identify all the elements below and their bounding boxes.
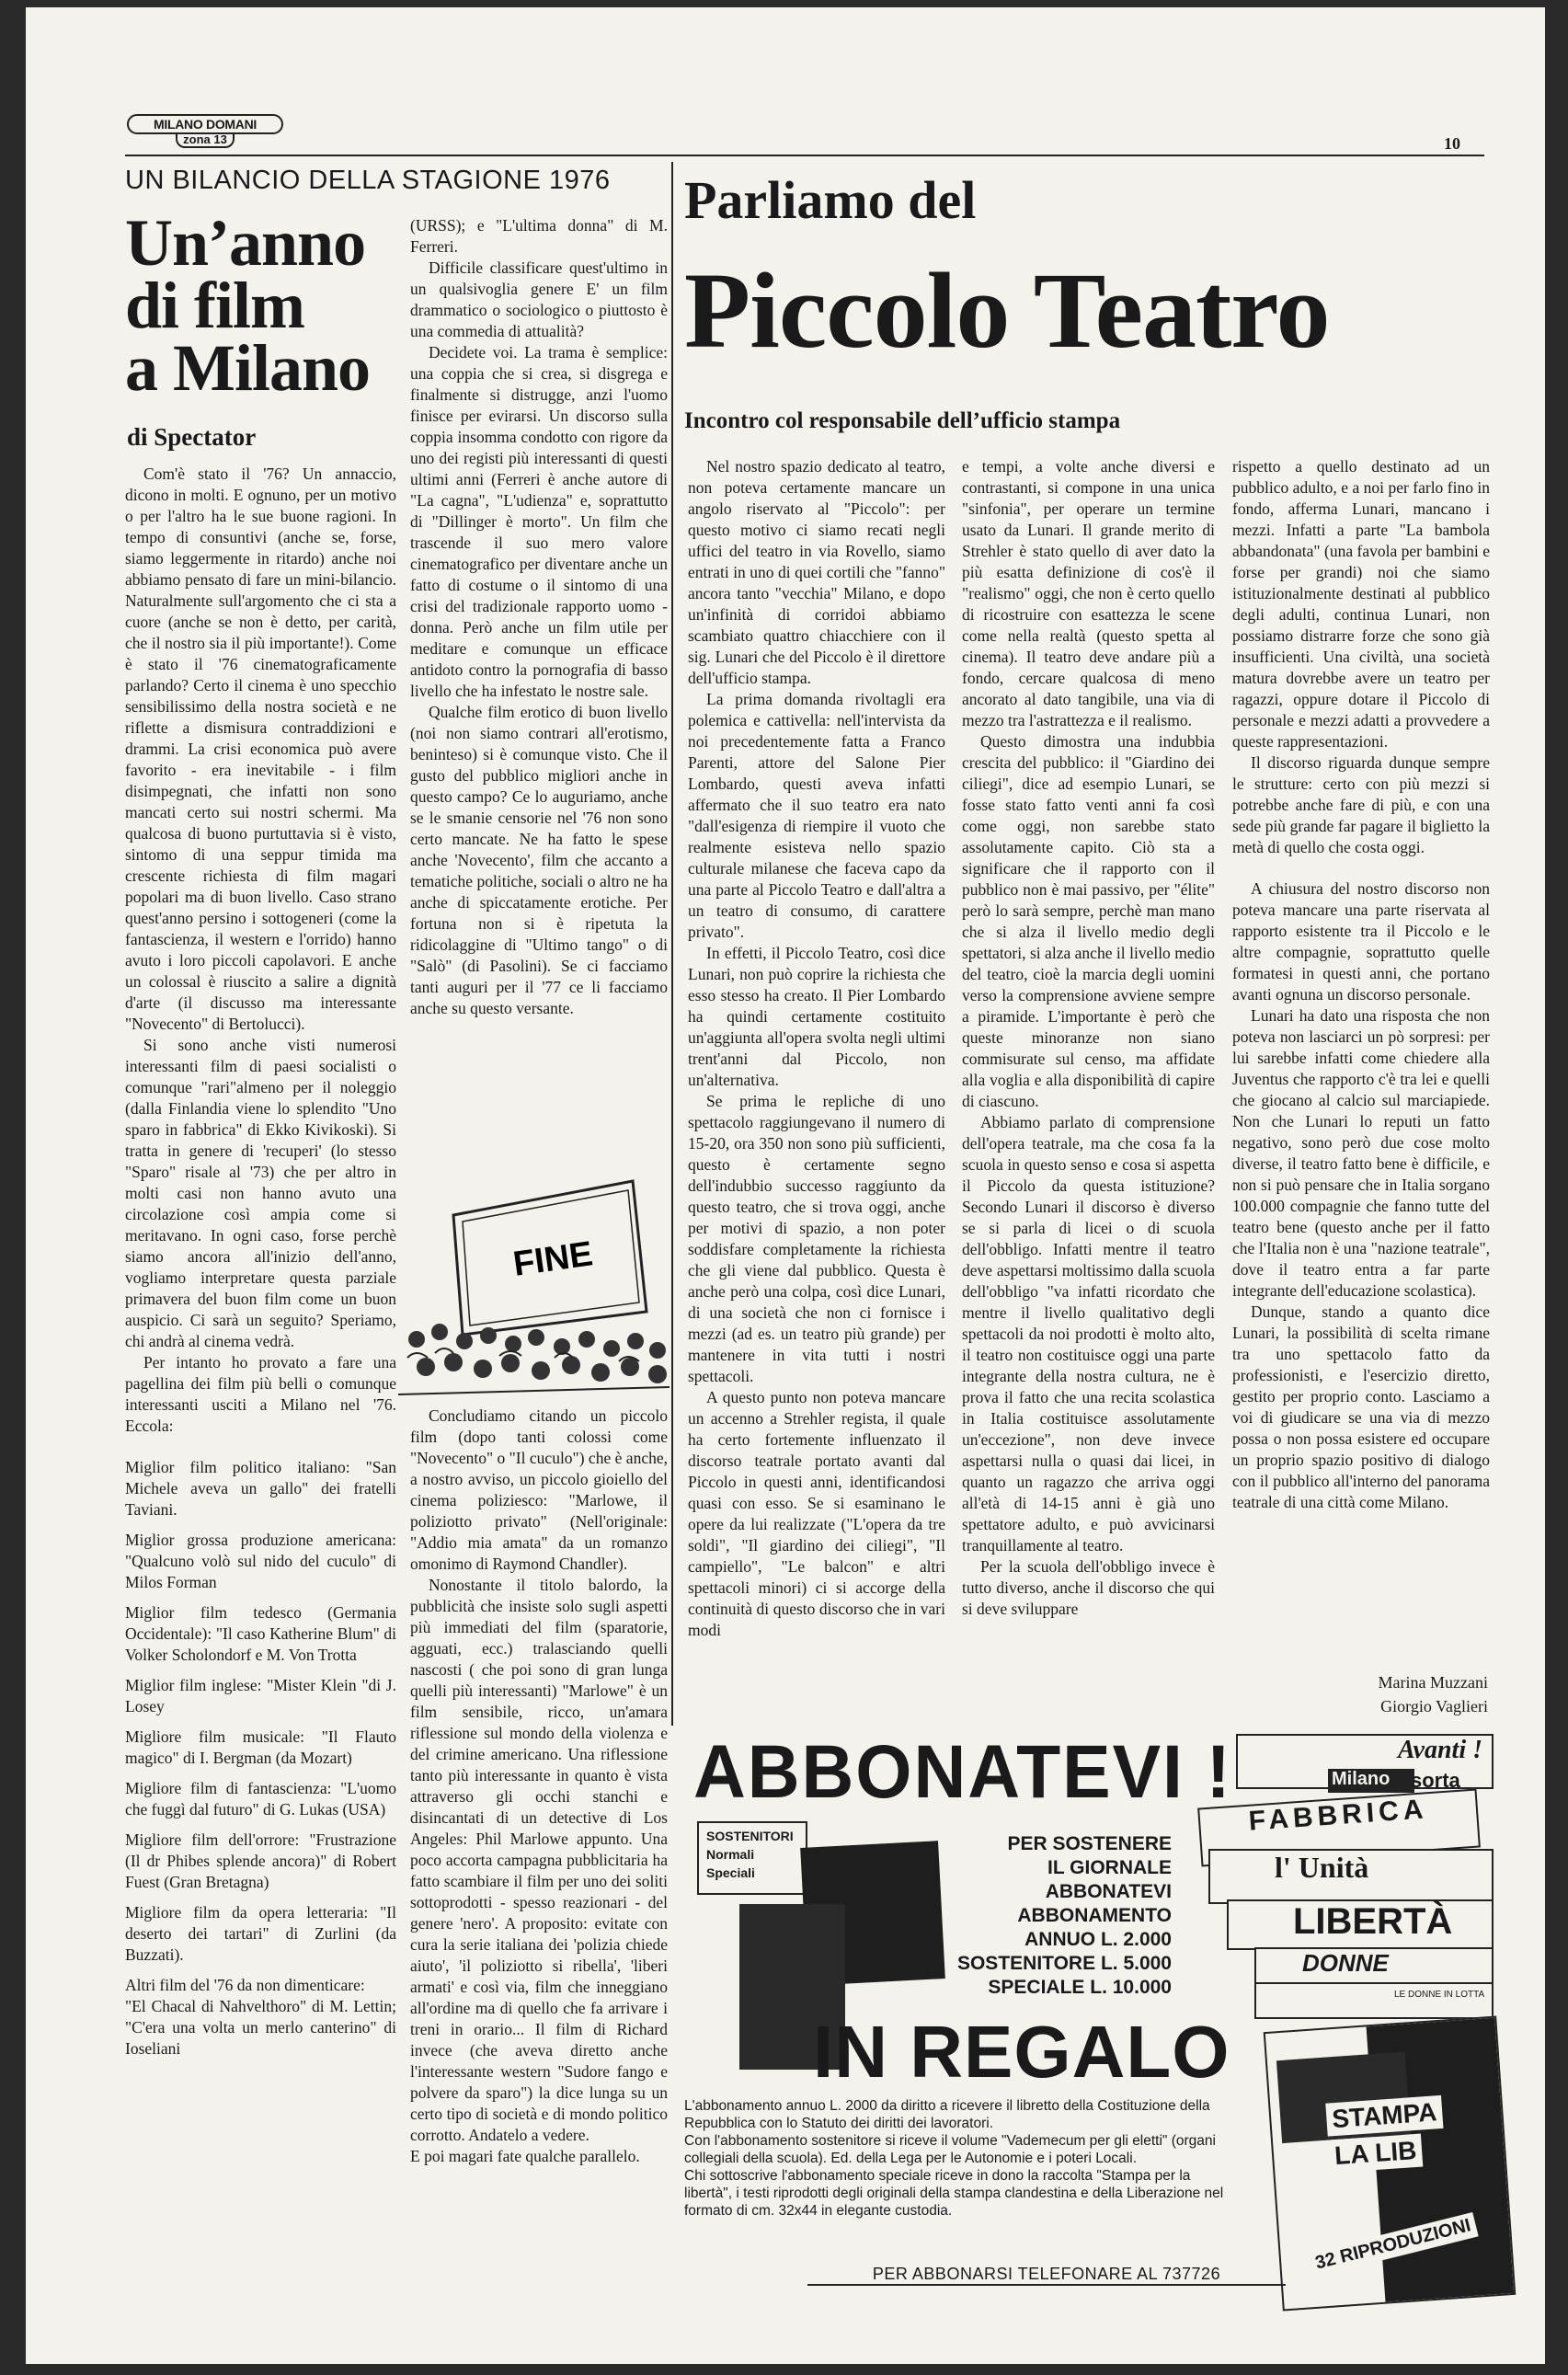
ad-body-line: Con l'abbonamento sostenitore si riceve il volume "Vademecum per gli eletti" (organi collegiali della scuola). Ed. della Lega per le Autonomie e i poteri Locali. (684, 2133, 1216, 2166)
paragraph: Abbiamo parlato di comprensione dell'opera teatrale, ma che cosa fa la scuola in questo senso e cosa si aspetta il Piccolo da questa istituzione? Secondo Lunari il discorso è diverso se si parla di licei o di scuola dell'obbligo. Infatti mentre il teatro deve aspettarsi moltissimo dalla scuola dell'obbligo "va infatti ricordato che mentre il livello qualitativo degli spettacoli da noi prodotti è molto alto, il teatro non costituisce oggi una parte integrante della nostra cultura, ne è prova il fatto che una recita scolastica in Italia costituisce assolutamente un'eccezione", non deve invece aspettarsi nulla o quasi dai licei, in quanto un ragazzo che arriva oggi all'età di 14-15 anni è già uno spettatore adulto, e può avvicinarsi tranquillamente al teatro. (962, 1113, 1215, 1555)
ad-body-line: L'abbonamento annuo L. 2000 da diritto a ricevere il libretto della Costituzione della Repubblica con lo Statuto dei diritti dei lavoratori. (684, 2098, 1210, 2131)
column-divider (671, 162, 673, 1726)
left-article-column-1 (125, 464, 396, 2340)
ad-price-line: SOSTENITORE L. 5.000 (956, 1953, 1172, 1974)
paragraph: Dunque, stando a quanto dice Lunari, la possibilità di scelta rimane tra uno spettacolo fatto da professionisti, e l'esercizio diretto, gestito per proprio conto. Lasciamo a voi di giudicare se una via di mezzo possa o non possa esistere ed occupare un proprio spazio positivo di dialogo con il pubblico all'interno del panorama teatrale di una città come Milano. (1232, 1302, 1490, 1511)
ad-body-line: Chi sottoscrive l'abbonamento speciale riceve in dono la raccolta "Stampa per la libertà", i testi riprodotti degli originali della stampa clandestina e della Liberazione nel formato di cm. 32x44 in elegante custodia. (684, 2168, 1224, 2219)
ad-newspaper-collage (1181, 1734, 1503, 2019)
ad-book-subtitle: 32 RIPRODUZIONI (1308, 2212, 1479, 2277)
ad-price-line: PER SOSTENERE (1007, 1833, 1172, 1854)
paragraph: A chiusura del nostro discorso non poteva mancare una parte riservata al rapporto esistente tra il Piccolo e le altre compagnie, soprattutto quelle formatesi in questi anni, che portano avanti ognuna un discorso personale. (1232, 879, 1490, 1004)
ad-book-stampa-per-la-liberta (1264, 2016, 1516, 2312)
signatures (1212, 1670, 1488, 1718)
newspaper-page (26, 7, 1545, 2364)
paragraph: La prima domanda rivoltagli era polemica e cattivella: nell'intervista da noi precedentemente fatta a Franco Parenti, attore del Salone Pier Lombardo, questi aveva infatti affermato che il suo teatro era nato "dall'esigenza di riempire il vuoto che realmente esisteva nello spazio culturale milanese che faceva capo da una parte al Piccolo Teatro e dall'altra a un teatro di consumo, di carattere privato". (688, 690, 945, 941)
award-item: Miglior film inglese: "Mister Klein "di J. Losey (125, 1676, 396, 1715)
award-item: "El Chacal di Nahvelthoro" di M. Lettin; "C'era una volta un merlo canterino" di Ioseliani (125, 1997, 396, 2058)
ad-price-list (933, 1832, 1172, 2000)
paragraph: Difficile classificare quest'ultimo in un qualsivoglia genere E' un film drammatico o sociologico o piuttosto è una commedia di attualità? (410, 258, 668, 340)
page-number: 10 (1444, 134, 1460, 153)
ad-paper-donne-lotta: LE DONNE IN LOTTA (1254, 1982, 1494, 2019)
ad-phone-footer: PER ABBONARSI TELEFONARE AL 737726 (807, 2265, 1286, 2286)
award-item: Migliore film di fantascienza: "L'uomo che fuggì dal futuro" di G. Lukas (USA) (125, 1779, 396, 1819)
masthead-logo (127, 114, 283, 153)
ad-box-line: Speciali (706, 1865, 755, 1880)
headline-line: Un’anno (125, 206, 366, 280)
cinema-cartoon (398, 1174, 670, 1399)
ad-price-line: IL GIORNALE (1047, 1857, 1172, 1878)
ad-body-text (684, 2097, 1236, 2220)
ad-paper-fabbrica: FABBRICA (1197, 1788, 1481, 1866)
left-article-column-2b (410, 1405, 668, 2344)
ad-box-line: SOSTENITORI (706, 1829, 794, 1843)
ad-price-line: ABBONATEVI (1045, 1881, 1172, 1902)
cartoon-fine-text: FINE (510, 1234, 596, 1284)
paragraph: Si sono anche visti numerosi interessanti film di paesi socialisti o comunque "rari"almeno per il noleggio (dalla Finlandia viene lo splendito "Uno sparo in fabbrica" di Ekko Kivikoski). Si tratta in genere di 'recuperi' (lo stesso "Sparo" risale al '73) che per altro in molti casi non hanno avuto una circolazione così ampia come si meritavano. In ogni caso, forse perchè siamo ancora all'inizio dell'anno, vogliamo interpretare questa parziale primavera del buon film come un buon auspicio. Ci sarà un seguito? Speriamo, chi andrà al cinema vedrà. (125, 1036, 396, 1350)
ad-paper-liberta: LIBERTÀ (1227, 1899, 1494, 1950)
ad-paper-donne: DONNE (1254, 1947, 1494, 1984)
award-item: Migliore film da opera letteraria: "Il deserto dei tartari" di Zurlini (da Buzzati). (125, 1903, 396, 1964)
paragraph: In effetti, il Piccolo Teatro, così dice Lunari, non può coprire la richiesta che esso stesso ha creato. Il Pier Lombardo ha quindi certamente costituito un'aggiunta all'opera svolta negli ultimi trent'anni dal Piccolo, non un'alternativa. (688, 944, 945, 1089)
award-item: Migliore film dell'orrore: "Frustrazione (Il dr Phibes splende ancora)" di Robert Fuest (Gran Bretagna) (125, 1830, 396, 1891)
left-kicker: UN BILANCIO DELLA STAGIONE 1976 (125, 166, 611, 195)
paragraph: Se prima le repliche di uno spettacolo raggiungevano il numero di 15-20, ora 350 non sono più sufficienti, questo è certamente segno dell'indubbio successo raggiunto da questo teatro, che si trova oggi, anche per motivi di spazio, a non poter soddisfare completamente la richiesta che gli viene dal pubblico. Questa è anche però una colpa, così dice Lunari, di una società che non ci fornisce i mezzi (ad es. un teatro più grande) per mantenere in vita tutti i nostri spettacoli. (688, 1092, 945, 1385)
ad-subscriber-box (697, 1821, 807, 1895)
paragraph: Lunari ha dato una risposta che non poteva non lasciarci un pò sorpresi: per lui sarebbe infatti come chiedere alla Juventus che rapporto c'è tra lei e quelli che giocano al calcio sul marciapiede. Non che Lunari lo reputi un fatto negativo, sono però due cose molto diverse, il teatro fatto bene è difficile, e non si può pensare che in Italia sorgano 100.000 compagnie che fanno tutte del teatro bene (questo anche per il fatto che l'Italia non è una "nazione teatrale", dove il teatro entra a far parte integrante dell'educazione scolastica). (1232, 1006, 1490, 1300)
ad-in-regalo: IN REGALO (813, 2011, 1230, 2093)
headline-line: di film (125, 269, 305, 342)
paragraph: Nonostante il titolo balordo, la pubblicità che insiste solo sugli aspetti più immediati del film (sparatorie, agguati, ecc.) tralasciando quelli nascosti ( che poi sono di gran lunga quelli più interessanti) "Marlowe" è un film sensibile, ricco, un'amara riflessione sul mondo della violenza e del crimine americano. Una riflessione tanto più interessante in quanto è vista attraverso gli occhi stanchi e disincantati di un detective di Los Angeles: Phil Marlowe appunto. Una poco accorta campagna pubblicitaria ha fatto scambiare il film per uno dei soliti sottoprodotti - spesso reazionari - del genere 'nero'. A proposito: evitate con cura la serie italiana dei 'polizia chiede aiuto', 'il poliziotto si ribella', 'liberi armati' e così via, film che inneggiano all'ordine ma di quello che fa arrivare i treni in orario... Il film di Richard invece (che aveva diretto anche l'interessante western "Sudore fango e polvere da sparo") la dice lunga su un certo tipo di società e di mondo politico corrotto. Andatelo a vedere. (410, 1576, 668, 2144)
byline: di Spectator (127, 423, 257, 451)
ad-price-line: ANNUO L. 2.000 (1024, 1929, 1172, 1950)
ad-paper-unita: l' Unità (1208, 1849, 1494, 1904)
paragraph: A questo punto non poteva mancare un accenno a Strehler regista, il quale ha certo fortemente influenzato il discorso teatrale portato avanti dal Piccolo in questi anni, identificandosi quasi con esso. Se si esaminano le opere da lui realizzate ("L'opera da tre soldi", "Il giardino dei ciliegi", "Il campiello", "Le balcon" e altri spettacoli minori) ci si accorge della continuità di questo discorso che in vari modi (688, 1388, 945, 1639)
paragraph: rispetto a quello destinato ad un pubblico adulto, e a noi per farlo fino in fondo, afferma Lunari, mancano i mezzi. Infatti a parte "La bambola abbandonata" (una favola per bambini e forse per grandi) noi che siamo istituzionalmente destinati al pubblico degli adulti, continua Lunari, non possiamo distrarre forze che sono già insufficienti. Una civiltà, una società matura dovrebbe avere un teatro per ragazzi, oppure dotare il Piccolo di personale e mezzi adatti a provvedere a queste rappresentazioni. (1232, 457, 1490, 751)
headline-line: a Milano (125, 331, 371, 405)
ad-paper-milano: Milano (1328, 1769, 1414, 1793)
left-article-column-2 (410, 215, 668, 1172)
paragraph: (URSS); e "L'ultima donna" di M. Ferreri. (410, 216, 668, 256)
masthead-zone: zona 13 (176, 132, 235, 148)
right-article-column-2 (962, 456, 1215, 1721)
signature: Giorgio Vaglieri (1380, 1697, 1488, 1715)
award-item: Miglior film tedesco (Germania Occidentale): "Il caso Katherine Blum" di Volker Scholondorf e M. Von Trotta (125, 1603, 396, 1664)
ad-price-line: SPECIALE L. 10.000 (988, 1977, 1172, 1998)
right-deck: Incontro col responsabile dell’ufficio stampa (684, 408, 1121, 433)
award-item: Altri film del '76 da non dimenticare: (125, 1976, 365, 1994)
ad-headline: ABBONATEVI ! (693, 1730, 1232, 1814)
paragraph: Questo dimostra una indubbia crescita del pubblico: il "Giardino dei ciliegi", dice ad esempio Lunari, se fosse stato fatto venti anni fa così come oggi, non sarebbe stato assolutamente capito. Ciò sta a significare che il rapporto con il pubblico non è mai passivo, per "élite" però lo sarà sempre, perchè man mano che si alza il livello medio degli spettatori, si alza anche il livello medio del teatro, cioè la marcia degli uomini verso la comprensione avviene sempre a piramide. L'importante è però che queste minoranze non siano commisurate sul censo, ma affidate alla voglia e alla disponibilità di capire di ciascuno. (962, 732, 1215, 1110)
ad-box-line: Normali (706, 1847, 755, 1862)
ad-book-title-1: STAMPA (1325, 2095, 1443, 2137)
ad-price-line: ABBONAMENTO (1017, 1905, 1172, 1926)
paragraph: Per la scuola dell'obbligo invece è tutto diverso, anche il discorso che qui si deve sviluppare (962, 1557, 1215, 1618)
paragraph: Il discorso riguarda dunque sempre le strutture: certo con più mezzi si potrebbe anche fare di più, e con una sede più grande far pagare il biglietto la metà di quello che costa oggi. (1232, 753, 1490, 856)
left-headline (125, 206, 419, 405)
award-item: Miglior grossa produzione americana: "Qualcuno volò sul nido del cuculo" di Milos Forman (125, 1531, 396, 1591)
top-rule (125, 155, 1484, 156)
signature: Marina Muzzani (1378, 1673, 1488, 1692)
paragraph: Nel nostro spazio dedicato al teatro, non poteva certamente mancare un angolo riservato al "Piccolo": per questo motivo ci siamo recati negli uffici del teatro in via Rovello, siamo entrati in uno di quei cortili che "fanno" ancora tanto "vecchia" Milano, e dopo un'infinità di corridoi abbiamo scambiato quattro chiacchiere con il sig. Lunari che del Piccolo è il direttore dell'ufficio stampa. (688, 457, 945, 687)
paragraph: Qualche film erotico di buon livello (noi non siamo contrari all'erotismo, beninteso) si è comunque visto. Che il gusto del pubblico migliori anche in questo campo? Ce lo auguriamo, anche se le smanie censorie nel '76 non sono certo mancate. Ne ha fatto le spese anche 'Novecento', film che accanto a tematiche politiche, sociali o altro ne ha anche di spiccatamente erotiche. Per fortuna non si è ripetuta la ridicolaggine di "Ultimo tango" o di "Salò" (di Pasolini). Se ci facciamo tanti auguri per il '77 ce li facciamo anche su questo versante. (410, 703, 668, 1017)
paragraph: Decidete voi. La trama è semplice: una coppia che si crea, si disgrega e finalmente si distrugge, anzi l'uomo finisce per evirarsi. Un discorso sulla coppia insomma condotto con rigore da uno dei registi più interessanti di questi ultimi anni (Ferreri è anche autore di "La cagna", "L'udienza" e, soprattutto di "Dillinger è morto". Un film che trascende il suo mero valore cinematografico per diventare anche un fatto di costume o il sintomo di una crisi del tradizionale rapporto uomo - donna. Però anche un film utile per meditare e comunque un efficace antidoto contro la pornografia di basso livello che ha infestato le nostre sale. (410, 343, 668, 700)
ad-book-title-2: LA LIB (1328, 2134, 1423, 2174)
paragraph: Com'è stato il '76? Un annaccio, dicono in molti. E ognuno, per un motivo o per l'altro ha le sue buone ragioni. In tempo di consuntivi (anche se, forse, siamo leggermente in ritardo) anche noi abbiamo pensato di fare un mini-bilancio. Naturalmente sull'argomento che ci sta a cuore (anche se non è detto, per carità, che il nostro sia il più importante!). Come è stato il '76 cinematograficamente parlando? Certo il cinema è uno specchio sensibilissimo della nostra società e ne riflette a dismisura contraddizioni e drammi. La crisi economica può avere favorito - era inevitabile - i film disimpegnati, che infatti non sono mancati certo sui nostri schermi. Ma qualcosa di buono purtuttavia si è visto, sintomo di una seppur timida ma crescente richiesta di film magari popolari ma di buon livello. Caso strano quest'anno persino i sottogeneri (come la fantascienza, il western e l'orrido) hanno avuto i loro piccoli capolavori. E anche un colossal è riuscito a salire a dignità d'arte (il discusso ma interessante "Novecento" di Bertolucci). (125, 465, 396, 1033)
right-article-column-1 (688, 456, 945, 1721)
subscription-ad (684, 1729, 1503, 2327)
ad-paper-sorta: sorta (1411, 1769, 1460, 1792)
masthead-title: MILANO DOMANI (127, 114, 283, 134)
award-item: Migliore film musicale: "Il Flauto magico" di I. Bergman (da Mozart) (125, 1727, 396, 1767)
right-article-column-3 (1232, 456, 1490, 1661)
award-item: Miglior film politico italiano: "San Michele aveva un gallo" dei fratelli Taviani. (125, 1458, 396, 1519)
right-headline-line1: Parliamo del (684, 170, 977, 230)
paragraph: E poi magari fate qualche parallelo. (410, 2147, 640, 2165)
paragraph: Concludiamo citando un piccolo film (dopo tanti colossi come "Novecento" o "Il cuculo") che è anche, a nostro avviso, un piccolo gioiello del cinema poliziesco: "Marlowe, il poliziotto privato" (Nell'originale: "Addio mia amata" da un romanzo omonimo di Raymond Chandler). (410, 1406, 668, 1573)
ad-paper-avanti: Avanti ! (1236, 1734, 1494, 1789)
paragraph: e tempi, a volte anche diversi e contrastanti, si compone in una unica "sinfonia", per operare un termine usato da Lunari. Il grande merito di Strehler è stato quello di aver dato la più esatta definizione di cos'è il "realismo" oggi, che non è certo quello di ricostruire con esattezza le scene come nella realtà (questo spetta al cinema). Il teatro deve andare più a fondo, cercare qualcosa di meno ancorato al dato tangibile, una via di mezzo tra l'astrattezza e il realismo. (962, 457, 1215, 729)
right-headline-line2: Piccolo Teatro (684, 250, 1330, 371)
paragraph: Per intanto ho provato a fare una pagellina dei film più belli o comunque interessanti usciti a Milano nel '76. Eccola: (125, 1353, 396, 1435)
